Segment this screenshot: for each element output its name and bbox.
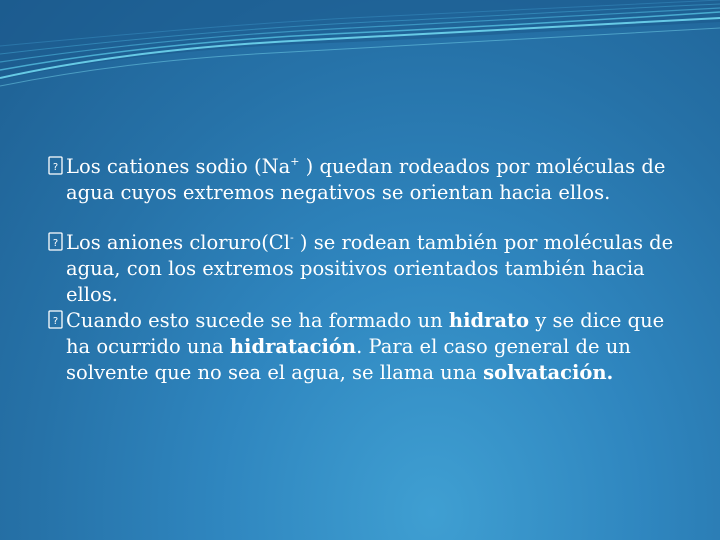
paragraph-text: Los aniones cloruro(Cl xyxy=(66,231,290,254)
missing-glyph-icon xyxy=(48,310,66,332)
paragraph-chloride-anions xyxy=(48,230,688,308)
paragraph-text: . Para el caso general de un solvente que no sea el agua, se llama una xyxy=(66,335,631,384)
paragraph-text: ) se rodean también por moléculas de agua, con los extremos positivos orientados también hacia ellos. xyxy=(66,231,674,306)
svg-text:?: ? xyxy=(52,162,59,173)
paragraph-text: ) quedan rodeados por moléculas de agua cuyos extremos negativos se orientan hacia ellos. xyxy=(66,155,666,204)
paragraph-text: y se dice que ha ocurrido una xyxy=(66,309,665,358)
term-hidratacion: hidratación xyxy=(229,335,357,358)
charge-superscript: + xyxy=(290,155,300,168)
paragraph-sodium-cations xyxy=(48,154,688,206)
slide-body xyxy=(48,154,688,386)
paragraph-text: Cuando esto sucede se ha formado un xyxy=(66,309,449,332)
paragraph-text: Los cationes sodio (Na xyxy=(66,155,291,178)
term-solvatacion: solvatación. xyxy=(483,361,614,384)
missing-glyph-icon xyxy=(48,232,66,254)
missing-glyph-icon xyxy=(48,156,66,178)
term-hidrato: hidrato xyxy=(448,309,530,332)
svg-text:?: ? xyxy=(52,238,59,249)
charge-superscript: - xyxy=(289,231,294,244)
decorative-waves xyxy=(0,0,720,95)
svg-text:?: ? xyxy=(52,316,59,327)
paragraph-hydration xyxy=(48,308,688,386)
